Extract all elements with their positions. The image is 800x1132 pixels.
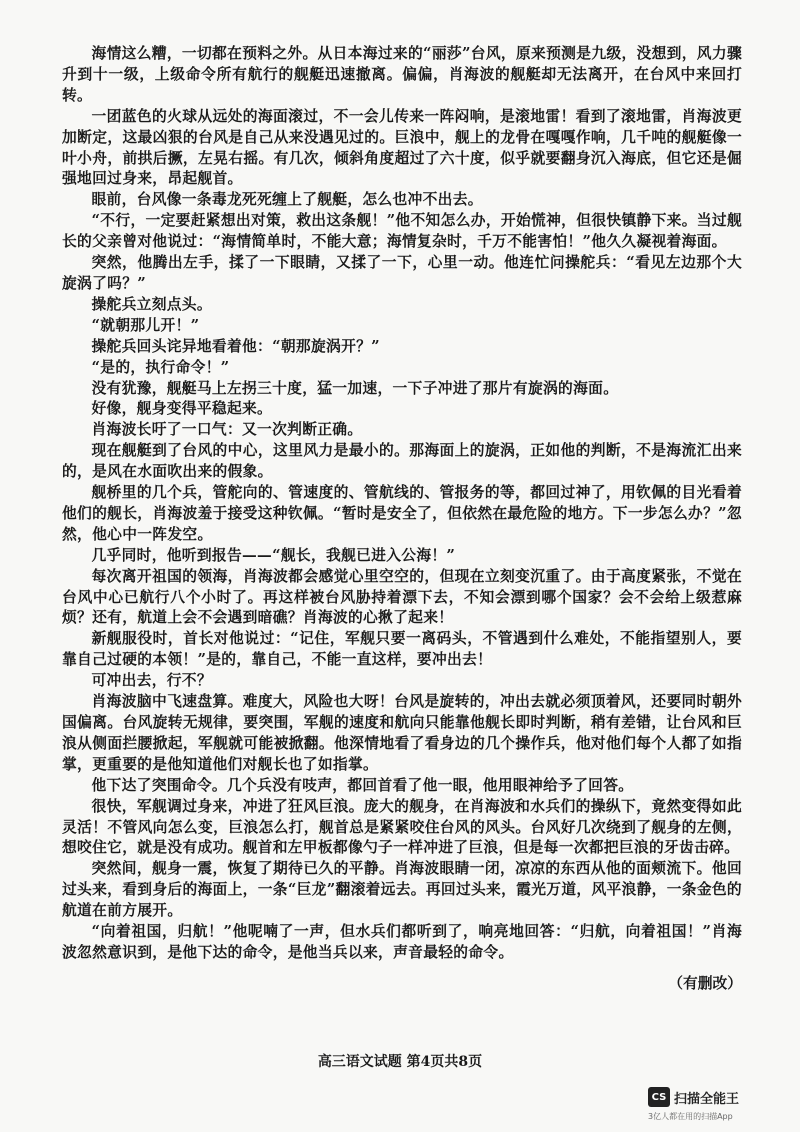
page-footer: 高三语文试题 第4页共8页	[317, 1054, 483, 1070]
paragraph: 新舰服役时，首长对他说过：“记住，军舰只要一离码头，不管遇到什么难处，不能指望别人，要靠自己过硬的本领！”是的，靠自己，不能一直这样，要冲出去！	[62, 630, 742, 669]
paragraph: 每次离开祖国的领海，肖海波都会感觉心里空空的，但现在立刻变沉重了。由于高度紧张，不觉在台风中心已航行八个小时了。再这样被台风胁持着漂下去，不知会漂到哪个国家？会不会给上级惹麻烦？还有，航道上会不会遇到暗礁？肖海波的心揪了起来！	[62, 567, 742, 627]
paragraph: 好像，舰身变得平稳起来。	[91, 400, 273, 418]
paragraph: 操舵兵立刻点头。	[91, 295, 212, 313]
paragraph: “就朝那儿开！”	[91, 316, 200, 334]
paragraph: 肖海波脑中飞速盘算。难度大，风险也大呀！台风是旋转的，冲出去就必须顶着风，还要同时朝外国偏离。台风旋转无规律，要突围，军舰的速度和航向只能靠他舰长即时判断，稍有差错，让台风和巨浪从侧面拦腰掀起，军舰就可能被掀翻。他深情地看了看身边的几个操作兵，他对他们每个人都了如指掌，更重要的是他知道他们对舰长也了如指掌。	[62, 693, 742, 773]
paragraph: “是的，执行命令！”	[91, 358, 230, 376]
paragraph: 肖海波长吁了一口气：又一次判断正确。	[91, 421, 363, 439]
paragraph: 他下达了突围命令。几个兵没有吱声，都回首看了他一眼，他用眼神给予了回答。	[91, 776, 634, 794]
scanner-tagline: 3亿人都在用的扫描App	[648, 1112, 733, 1121]
camscanner-logo-icon: CS	[648, 1087, 670, 1107]
paragraph: 突然间，舰身一震，恢复了期待已久的平静。肖海波眼睛一闭，凉凉的东西从他的面颊流下。他回过头来，看到身后的海面上，一条“巨龙”翻滚着远去。再回过头来，霞光万道，风平浪静，一条金色的航道在前方展开。	[62, 860, 742, 920]
paragraph: 现在舰艇到了台风的中心，这里风力是最小的。那海面上的旋涡，正如他的判断，不是海流汇出来的，是风在水面吹出来的假象。	[62, 442, 742, 481]
paragraph: “向着祖国，归航！”他呢喃了一声，但水兵们都听到了，响亮地回答：“归航，向着祖国！”肖海波忽然意识到，是他下达的命令，是他当兵以来，声音最轻的命令。	[62, 923, 742, 961]
paragraph: 一团蓝色的火球从远处的海面滚过，不一会儿传来一阵闷响，是滚地雷！看到了滚地雷，肖海波更加断定，这最凶狠的台风是自己从来没遇见过的。巨浪中，舰上的龙骨在嘎嘎作响，几千吨的舰艇像一叶小舟，前拱后撅，左晃右摇。有几次，倾斜角度超过了六十度，似乎就要翻身沉入海底，但它还是倔强地回过身来，昂起舰首。	[62, 107, 742, 188]
scanner-watermark	[642, 1085, 792, 1125]
scanner-app-name: 扫描全能王	[674, 1092, 740, 1107]
paragraph: 海情这么糟，一切都在预料之外。从日本海过来的“丽莎”台风，原来预测是九级，没想到，风力骤升到十一级，上级命令所有航行的舰艇迅速撤离。偏偏，肖海波的舰艇却无法离开，在台风中来回打转。	[62, 45, 742, 104]
reading-passage	[62, 44, 742, 995]
paragraph: 没有犹豫，舰艇马上左拐三十度，猛一加速，一下子冲进了那片有旋涡的海面。	[91, 379, 619, 397]
revision-note: （有删改）	[668, 974, 742, 992]
paragraph: 可冲出去，行不？	[91, 672, 212, 690]
paragraph: 突然，他腾出左手，揉了一下眼睛，又揉了一下，心里一动。他连忙问操舵兵：“看见左边那个大旋涡了吗？”	[62, 254, 742, 292]
paragraph: 很快，军舰调过身来，冲进了狂风巨浪。庞大的舰身，在肖海波和水兵们的操纵下，竟然变得如此灵活！不管风向怎么变，巨浪怎么打，舰首总是紧紧咬住台风的风头。台风好几次绕到了舰身的左侧，想咬住它，就是没有成功。舰首和左甲板都像勺子一样冲进了巨浪，但是每一次都把巨浪的牙齿击碎。	[62, 797, 742, 857]
paragraph: “不行，一定要赶紧想出对策，救出这条舰！”他不知怎么办，开始慌神，但很快镇静下来。当过舰长的父亲曾对他说过：“海情简单时，不能大意；海情复杂时，千万不能害怕！”他久久凝视着海面。	[62, 212, 742, 251]
paragraph: 操舵兵回头诧异地看着他：“朝那旋涡开？”	[91, 337, 380, 355]
paragraph: 舰桥里的几个兵，管舵向的、管速度的、管航线的、管报务的等，都回过神了，用钦佩的目光看着他们的舰长，肖海波羞于接受这种钦佩。“暂时是安全了，但依然在最危险的地方。下一步怎么办？”忽然，他心中一阵发空。	[62, 484, 742, 543]
paragraph: 眼前，台风像一条毒龙死死缠上了舰艇，怎么也冲不出去。	[91, 191, 483, 209]
paragraph: 几乎同时，他听到报告——“舰长，我舰已进入公海！”	[91, 546, 456, 564]
